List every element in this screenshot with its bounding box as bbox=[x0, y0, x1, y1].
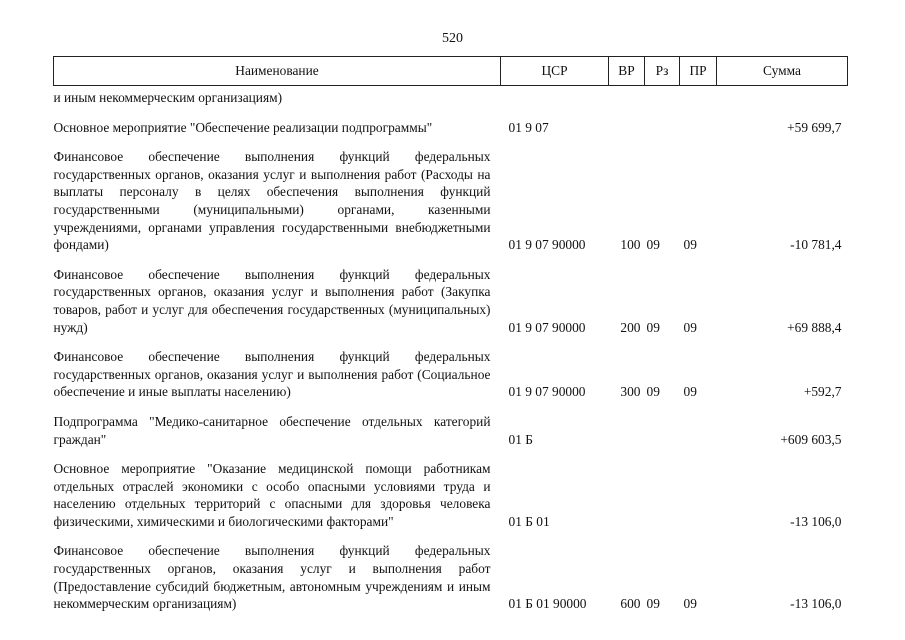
table-row bbox=[54, 254, 848, 336]
header-pr: ПР bbox=[680, 57, 717, 86]
row-name: Финансовое обеспечение выполнения функций федеральных государственных органов, оказания услуг и выполнения работ (Предоставление субсидий бюджетным, автономным учреждениям и иным некоммерческим организациям) bbox=[53, 543, 491, 612]
row-pr: 09 bbox=[683, 319, 697, 335]
row-rz bbox=[645, 401, 680, 448]
row-csr: 01 9 07 90000 bbox=[508, 319, 586, 335]
row-csr: 01 9 07 bbox=[508, 119, 549, 135]
table-header-row bbox=[54, 57, 848, 86]
row-rz bbox=[645, 448, 680, 530]
row-csr: 01 9 07 90000 bbox=[508, 384, 586, 400]
row-sum: -10 781,4 bbox=[790, 237, 842, 253]
row-name: Основное мероприятие "Оказание медицинской помощи работникам отдельных отраслей экономики с особо опасными условиями труда и населению отдельных территорий с опасными для здоровья человека физическими, химическими и биологическими факторами" bbox=[53, 461, 491, 529]
row-pr bbox=[680, 86, 717, 107]
row-sum: +59 699,7 bbox=[787, 119, 842, 135]
row-rz bbox=[645, 86, 680, 107]
table-row bbox=[54, 448, 848, 530]
row-pr bbox=[680, 107, 717, 137]
row-sum: +592,7 bbox=[803, 384, 842, 400]
row-pr bbox=[680, 448, 717, 530]
row-vr: 200 bbox=[620, 319, 641, 335]
row-vr: 300 bbox=[620, 384, 641, 400]
row-pr: 09 bbox=[683, 596, 697, 612]
header-name: Наименование bbox=[54, 57, 501, 86]
row-name: Финансовое обеспечение выполнения функций федеральных государственных органов, оказания услуг и выполнения работ (Расходы на выплаты персоналу в целях обеспечения выполнения функций государственными (муниципальными) органами, казенными учреждениями, органами управления государственными внебюджетными фондами) bbox=[53, 149, 491, 253]
table-row bbox=[54, 136, 848, 254]
row-sum: +609 603,5 bbox=[780, 431, 842, 447]
header-rz: Рз bbox=[645, 57, 680, 86]
row-pr bbox=[680, 401, 717, 448]
row-rz: 09 bbox=[646, 319, 660, 335]
row-pr: 09 bbox=[683, 384, 697, 400]
table-row bbox=[54, 107, 848, 137]
row-csr bbox=[501, 86, 609, 107]
row-sum: -13 106,0 bbox=[790, 513, 842, 529]
row-name: Финансовое обеспечение выполнения функций федеральных государственных органов, оказания услуг и выполнения работ (Социальное обеспечение и иные выплаты населению) bbox=[53, 349, 491, 400]
row-pr: 09 bbox=[683, 237, 697, 253]
header-vr: ВР bbox=[609, 57, 645, 86]
header-csr: ЦСР bbox=[501, 57, 609, 86]
row-vr bbox=[609, 86, 645, 107]
row-vr bbox=[609, 401, 645, 448]
row-sum: -13 106,0 bbox=[790, 596, 842, 612]
row-csr: 01 9 07 90000 bbox=[508, 237, 586, 253]
row-name: Подпрограмма "Медико-санитарное обеспечение отдельных категорий граждан" bbox=[53, 413, 491, 447]
header-sum: Сумма bbox=[717, 57, 848, 86]
row-rz bbox=[645, 107, 680, 137]
row-csr: 01 Б bbox=[508, 431, 533, 447]
page-number: 520 bbox=[442, 31, 463, 46]
row-name: Финансовое обеспечение выполнения функций федеральных государственных органов, оказания услуг и выполнения работ (Закупка товаров, работ и услуг для обеспечения государственных (муниципальных) нужд) bbox=[53, 266, 491, 335]
table-row bbox=[54, 401, 848, 448]
row-name: Основное мероприятие "Обеспечение реализации подпрограммы" bbox=[53, 119, 433, 135]
row-vr: 600 bbox=[620, 596, 641, 612]
row-name: и иным некоммерческим организациям) bbox=[53, 90, 283, 105]
row-rz: 09 bbox=[646, 384, 660, 400]
row-sum: +69 888,4 bbox=[787, 319, 842, 335]
table-row bbox=[54, 86, 848, 107]
row-vr bbox=[609, 107, 645, 137]
row-vr bbox=[609, 448, 645, 530]
row-vr: 100 bbox=[620, 237, 641, 253]
table-row bbox=[54, 336, 848, 401]
budget-table bbox=[53, 56, 848, 613]
row-csr: 01 Б 01 90000 bbox=[508, 596, 587, 612]
table-row bbox=[54, 530, 848, 612]
row-sum bbox=[717, 86, 848, 107]
row-rz: 09 bbox=[646, 237, 660, 253]
row-rz: 09 bbox=[646, 596, 660, 612]
row-csr: 01 Б 01 bbox=[508, 513, 550, 529]
